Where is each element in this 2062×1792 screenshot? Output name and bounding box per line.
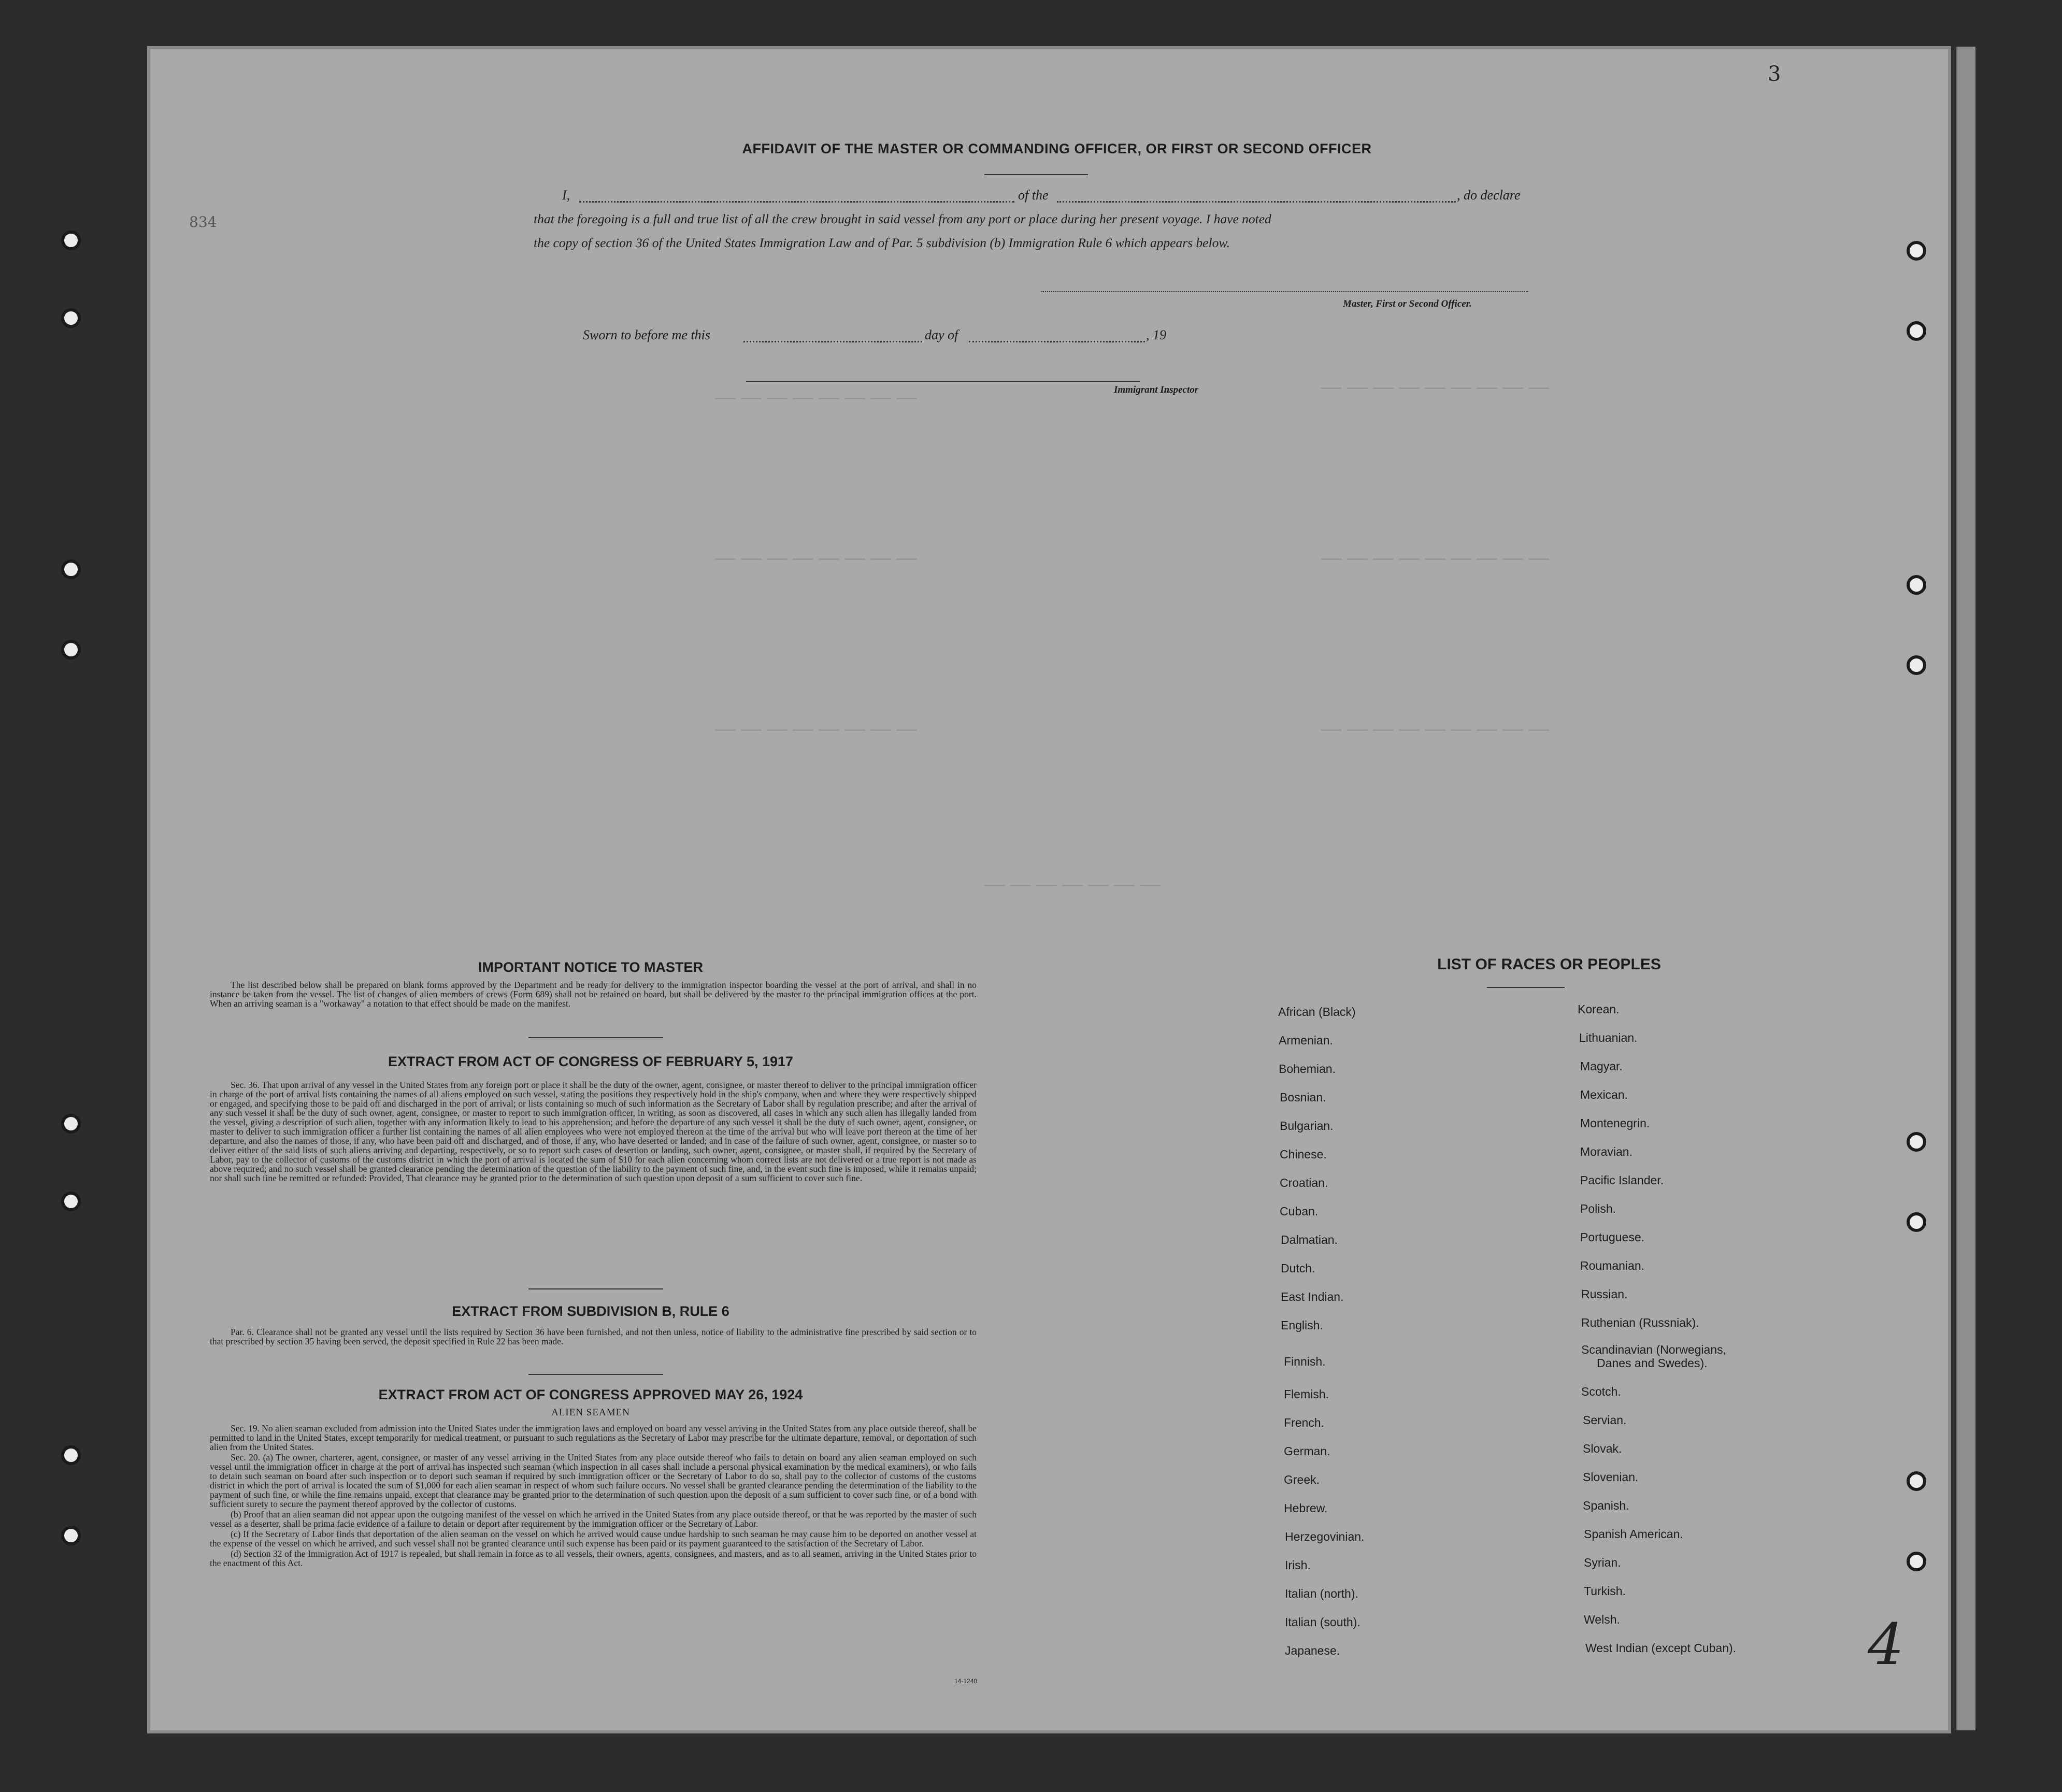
sec19-paragraph: Sec. 19. No alien seaman excluded from admission into the United States under the immigration laws and employed on board any vessel arriving in the United States from any place outside thereof, shall be permitted to land in the United States, except temporarily for medical treatment, or pursuant to such regulations as the Secretary of Labor may prescribe for the ultimate departure, removal, or deportation of such alien from the United States.: [210, 1423, 977, 1452]
bleed-through-text: — — — — — — —: [984, 871, 1161, 896]
bleed-through-text: — — — — — — — —: [715, 384, 917, 409]
extract-1917-title: EXTRACT FROM ACT OF CONGRESS OF FEBRUARY 5, 1917: [388, 1054, 794, 1069]
race-item: Scandinavian (Norwegians,: [1581, 1343, 1726, 1356]
extract-1924-text: [210, 1424, 977, 1569]
race-item: Portuguese.: [1580, 1230, 1645, 1244]
bottom-right-mark: 4: [1868, 1611, 1904, 1678]
race-item: Polish.: [1580, 1202, 1616, 1215]
sec20c-paragraph: (c) If the Secretary of Labor finds that deportation of the alien seaman on the vessel on which he arrived would cause undue hardship to such seaman he may cause him to be deported on another vessel at the expense of the vessel on which he arrived, and such vessel shall not be granted clearance until such expense has been paid or its payment guaranteed to the satisfaction of the Secretary of Labor.: [210, 1529, 977, 1549]
binder-hole: [61, 1526, 81, 1545]
page-number-mark: 3: [1768, 62, 1781, 86]
affidavit-title: AFFIDAVIT OF THE MASTER OR COMMANDING OFFICER, OR FIRST OR SECOND OFFICER: [742, 141, 1372, 156]
affidavit-line1-declare: , do declare: [1457, 188, 1521, 203]
bleed-through-text: — — — — — — — — —: [1321, 544, 1550, 570]
race-item: Bohemian.: [1279, 1062, 1336, 1076]
races-title-divider: [1487, 987, 1565, 988]
binder-hole: [61, 231, 81, 250]
binder-hole: [61, 1114, 81, 1134]
affidavit-line3: the copy of section 36 of the United States Immigration Law and of Par. 5 subdivision (b) Immigration Rule 6 which appears below.: [534, 235, 1230, 250]
race-item: Finnish.: [1284, 1355, 1326, 1368]
rule6-text: [210, 1327, 977, 1347]
race-item: Dutch.: [1281, 1261, 1315, 1275]
race-item: Roumanian.: [1580, 1259, 1645, 1272]
race-item: Slovenian.: [1583, 1470, 1639, 1484]
race-item: East Indian.: [1281, 1290, 1344, 1303]
race-item: Italian (north).: [1285, 1587, 1358, 1600]
races-title: LIST OF RACES OR PEOPLES: [1437, 956, 1661, 973]
race-item: Bosnian.: [1280, 1091, 1326, 1104]
race-item: Spanish.: [1583, 1499, 1629, 1512]
race-item: Dalmatian.: [1281, 1233, 1338, 1246]
sec20d-paragraph: (d) Section 32 of the Immigration Act of 1917 is repealed, but shall remain in force as to all vessels, their owners, agents, consignees, and masters, and as to all seamen, arriving in the United States prior to the enactment of this Act.: [210, 1549, 977, 1568]
race-item: Italian (south).: [1285, 1615, 1361, 1629]
race-item: Magyar.: [1580, 1059, 1623, 1073]
page-edge: [1956, 47, 1975, 1730]
race-item: Mexican.: [1580, 1088, 1628, 1101]
race-item: Danes and Swedes).: [1597, 1356, 1708, 1370]
race-item: Welsh.: [1584, 1613, 1620, 1626]
bleed-through-text: — — — — — — — —: [715, 715, 917, 741]
binder-hole: [1907, 575, 1926, 595]
notice-title: IMPORTANT NOTICE TO MASTER: [478, 959, 703, 975]
binder-hole: [1907, 321, 1926, 341]
race-item: English.: [1281, 1318, 1323, 1332]
race-item: Scotch.: [1581, 1385, 1621, 1398]
race-item: Flemish.: [1284, 1387, 1329, 1401]
month-blank: [969, 341, 1145, 342]
sworn-date-blank: [743, 341, 922, 342]
race-item: Chinese.: [1280, 1148, 1327, 1161]
signature-line: [1041, 291, 1528, 292]
section-36-paragraph: Sec. 36. That upon arrival of any vessel in the United States from any foreign port or place it shall be the duty of the owner, agent, consignee, or master thereof to deliver to the principal immigration officer in charge of the port of arrival lists containing the names of all aliens employed on such vessel, stating the positions they respectively hold in the ship's company, when and where they were respectively shipped or engaged, and specifying those to be paid off and discharged in the port of arrival; or lists containing so much of such information as the Secretary of Labor shall by regulation prescribe; and after the arrival of any such vessel it shall be the duty of such owner, agent, consignee, or master to report to such immigration officer, in writing, as soon as discovered, all cases in which any such alien has illegally landed from the vessel, giving a description of such alien, together with any information likely to lead to his apprehension; and before the departure of any such vessel it shall be the duty of such owner, agent, consignee, or master to deliver to such immigration officer a further list containing the names of all alien employees who were not employed thereon at the time of the arrival but who will leave port thereon at the time of her departure, and also the names of those, if any, who have been paid off and discharged, and of those, if any, who have deserted or landed; and in case of the failure of such owner, agent, consignee, or master so to deliver either of the said lists of such aliens arriving and departing, respectively, or so to report such cases of desertion or landing, such owner, agent, consignee, or master shall, if required by the Secretary of Labor, pay to the collector of customs of the customs district in which the port of arrival is located the sum of $10 for each alien concerning whom correct lists are not delivered or a true report is not made as above required; and no such vessel shall be granted clearance pending the determination of the question of the liability to the payment of such fine, and, in the event such fine is imposed, while it remains unpaid; nor shall such fine be remitted or refunded: Provided, That clearance may be granted prior to the determination of such question upon deposit of a sum sufficient to cover such fine.: [210, 1080, 977, 1183]
race-item: Moravian.: [1580, 1145, 1633, 1158]
race-item: Turkish.: [1584, 1584, 1626, 1598]
sworn-text: Sworn to before me this: [583, 327, 711, 342]
race-item: Armenian.: [1279, 1034, 1333, 1047]
race-item: West Indian (except Cuban).: [1585, 1641, 1737, 1655]
alien-seamen-subtitle: ALIEN SEAMEN: [551, 1407, 630, 1418]
binder-hole: [1907, 241, 1926, 261]
affidavit-line1-i: I,: [562, 188, 570, 203]
race-item: Servian.: [1583, 1413, 1627, 1427]
race-item: Greek.: [1284, 1473, 1320, 1486]
sec20a-paragraph: Sec. 20. (a) The owner, charterer, agent, consignee, or master of any vessel arriving in the United States from any place outside thereof who fails to detain on board any alien seaman employed on such vessel until the immigration officer in charge at the port of arrival has inspected such seaman (which inspection in all cases shall include a personal physical examination by the medical examiners), or who fails to detain such seaman on board after such inspection or to deport such seaman if required by such immigration officer or the Secretary of Labor to do so, shall pay to the collector of customs of the customs district in which the port of arrival is located the sum of $1,000 for each alien seaman in respect of whom such failure occurs. No vessel shall be granted clearance pending the determination of the liability to the payment of such fine, or while the fine remains unpaid, except that clearance may be granted prior to the determination of such question upon the deposit of a sum sufficient to cover such fine, or of a bond with sufficient surety to secure the payment thereof approved by the collector of customs.: [210, 1452, 977, 1509]
race-item: Montenegrin.: [1580, 1116, 1650, 1130]
bleed-through-text: — — — — — — — — —: [1321, 715, 1550, 741]
extract-1924-title: EXTRACT FROM ACT OF CONGRESS APPROVED MAY 26, 1924: [378, 1387, 803, 1402]
year-text: , 19: [1146, 327, 1166, 342]
master-name-blank: [579, 201, 1014, 203]
binder-hole: [61, 1192, 81, 1211]
signature-label: Master, First or Second Officer.: [1343, 298, 1472, 309]
binder-hole: [1907, 655, 1926, 675]
bleed-through-text: — — — — — — — — —: [1321, 374, 1550, 399]
inspector-signature-line: [746, 381, 1140, 382]
affidavit-line1-of: of the: [1018, 188, 1049, 203]
binder-hole: [1907, 1552, 1926, 1571]
race-item: Korean.: [1578, 1002, 1620, 1016]
race-item: Lithuanian.: [1579, 1031, 1638, 1044]
race-item: Irish.: [1285, 1558, 1311, 1572]
race-item: Ruthenian (Russniak).: [1581, 1316, 1699, 1329]
race-item: German.: [1284, 1444, 1330, 1458]
binder-hole: [61, 1445, 81, 1465]
section-divider: [528, 1037, 663, 1038]
race-item: Bulgarian.: [1280, 1119, 1334, 1132]
binder-hole: [1907, 1132, 1926, 1152]
rule6-title: EXTRACT FROM SUBDIVISION B, RULE 6: [452, 1303, 729, 1319]
day-of-text: day of: [925, 327, 958, 342]
section-divider: [528, 1374, 663, 1375]
binder-hole: [61, 308, 81, 328]
race-item: Croatian.: [1280, 1176, 1328, 1189]
race-item: Slovak.: [1583, 1442, 1622, 1455]
binder-hole: [61, 640, 81, 660]
race-item: Herzegovinian.: [1285, 1530, 1365, 1543]
race-item: Syrian.: [1584, 1556, 1621, 1569]
bleed-through-text: — — — — — — — —: [715, 544, 917, 570]
race-item: Japanese.: [1285, 1644, 1340, 1657]
race-item: Hebrew.: [1284, 1501, 1328, 1515]
left-margin-number: 834: [189, 213, 217, 231]
extract-1917-text: [210, 1080, 977, 1184]
form-number: 14-1240: [954, 1678, 978, 1685]
race-item: French.: [1284, 1416, 1324, 1429]
affidavit-line2: that the foregoing is a full and true list of all the crew brought in said vessel from any port or place during her present voyage. I have noted: [534, 211, 1271, 226]
race-item: Pacific Islander.: [1580, 1173, 1664, 1187]
notice-text: [210, 980, 977, 1009]
race-item: Cuban.: [1280, 1205, 1319, 1218]
race-item: Spanish American.: [1584, 1527, 1683, 1541]
par6-paragraph: Par. 6. Clearance shall not be granted any vessel until the lists required by Section 36 have been furnished, and not then unless, notice of liability to the administrative fine prescribed by said section or to that prescribed by section 35 having been served, the deposit specified in Rule 22 has been made.: [210, 1327, 977, 1346]
vessel-name-blank: [1057, 201, 1456, 203]
binder-hole: [1907, 1212, 1926, 1232]
binder-hole: [61, 560, 81, 579]
race-item: Russian.: [1581, 1287, 1628, 1301]
sec20b-paragraph: (b) Proof that an alien seaman did not appear upon the outgoing manifest of the vessel on which he arrived in the United States from any place outside thereof, or that he was reported by the master of such vessel as a deserter, shall be prima facie evidence of a failure to detain or deport after requirement by the immigration officer or the Secretary of Labor.: [210, 1509, 977, 1529]
inspector-label: Immigrant Inspector: [1114, 384, 1199, 395]
title-divider: [984, 174, 1088, 175]
binder-hole: [1907, 1471, 1926, 1491]
race-item: African (Black): [1278, 1005, 1356, 1019]
notice-paragraph: The list described below shall be prepared on blank forms approved by the Department and be ready for delivery to the immigration inspector boarding the vessel at the port of arrival, and shall in no instance be taken from the vessel. The list of changes of alien members of crews (Form 689) shall not be retained on board, but shall be delivered by the master to the principal immigration offices at the port. When an arriving seaman is a "workaway" a notation to that effect should be made on the manifest.: [210, 980, 977, 1009]
section-divider: [528, 1288, 663, 1289]
